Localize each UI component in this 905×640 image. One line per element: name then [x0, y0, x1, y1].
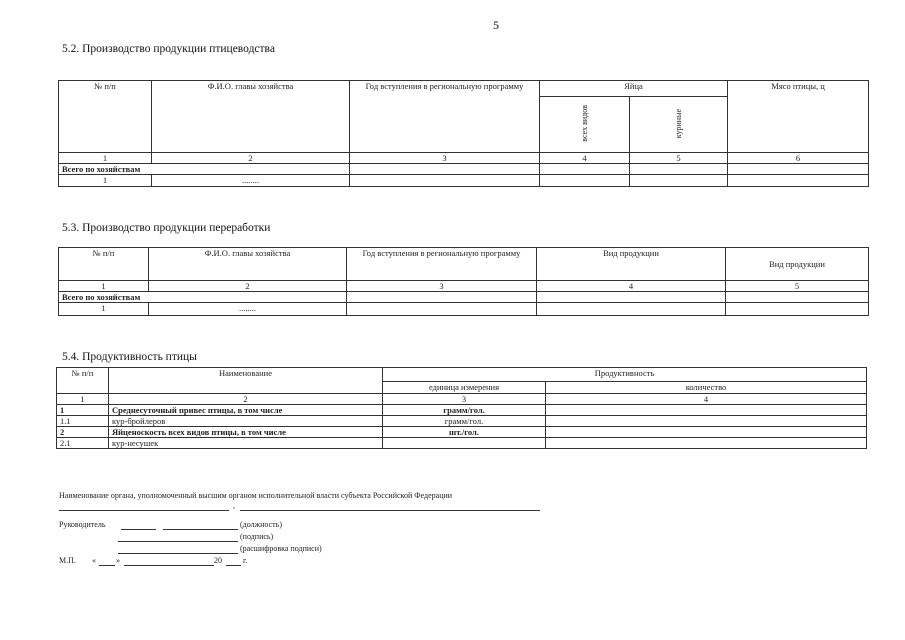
col-header-productivity: Продуктивность: [383, 368, 867, 382]
col-header-quantity: количество: [546, 382, 867, 394]
table-row: [57, 427, 867, 438]
row-name: Яйценоскость всех видов птицы, в том числе: [109, 427, 383, 438]
col-number-2: 2: [152, 153, 350, 164]
year-line: [226, 565, 241, 566]
signature-caption: (подпись): [240, 532, 274, 541]
decode-caption: (расшифровка подписи): [240, 544, 322, 553]
col-number-6: 6: [728, 153, 869, 164]
col-number-1: 1: [59, 153, 152, 164]
col-header-year: Год вступления в региональную программу: [347, 248, 537, 281]
col-number-5: 5: [630, 153, 728, 164]
quote-close: »: [116, 556, 120, 565]
row-unit: шт./гол.: [383, 427, 546, 438]
row-fio: ........: [152, 175, 350, 187]
table-row: [57, 405, 867, 416]
section-5-2-title: 5.2. Производство продукции птицеводства: [62, 43, 275, 55]
col-header-fio: Ф.И.О. главы хозяйства: [152, 81, 350, 153]
total-row-label: Всего по хозяйствам: [59, 164, 350, 175]
row-number: 1: [59, 303, 149, 316]
stamp-label: М.П.: [59, 556, 76, 565]
col-number-3: 3: [383, 394, 546, 405]
head-line: [121, 529, 156, 530]
row-name: кур-бройлеров: [109, 416, 383, 427]
col-number-1: 1: [59, 281, 149, 292]
col-header-product-1: Вид продукции: [537, 248, 726, 281]
col-header-number: № п/п: [59, 248, 149, 281]
col-number-3: 3: [350, 153, 540, 164]
signature-line: [118, 541, 238, 542]
col-header-eggs-all: всех видов: [580, 105, 589, 142]
position-caption: (должность): [240, 520, 282, 529]
org-label: Наименование органа, уполномоченный высшим органом исполнительной власти субъекта Российской Федерации: [59, 491, 453, 500]
col-number-4: 4: [540, 153, 630, 164]
head-label: Руководитель: [59, 520, 106, 529]
position-line: [163, 529, 238, 530]
row-unit: грамм/гол.: [383, 416, 546, 427]
processing-production-table: [58, 247, 869, 316]
org-comma: ,: [233, 501, 235, 510]
col-number-3: 3: [347, 281, 537, 292]
col-header-meat: Мясо птицы, ц: [728, 81, 869, 153]
col-header-eggs-chicken: куриные: [674, 108, 683, 139]
org-line-2: [240, 510, 540, 511]
decode-line: [118, 553, 238, 554]
col-header-fio: Ф.И.О. главы хозяйства: [149, 248, 347, 281]
day-line: [99, 565, 115, 566]
page-number: 5: [493, 18, 499, 32]
row-number: 2.1: [57, 438, 109, 449]
col-number-1: 1: [57, 394, 109, 405]
col-number-5: 5: [726, 281, 869, 292]
year-suffix: г.: [243, 556, 248, 565]
col-header-number: № п/п: [57, 368, 109, 394]
col-number-2: 2: [149, 281, 347, 292]
table-row: [57, 438, 867, 449]
section-5-3-title: 5.3. Производство продукции переработки: [62, 222, 271, 234]
col-number-2: 2: [109, 394, 383, 405]
row-unit: [383, 438, 546, 449]
row-fio: ........: [149, 303, 347, 316]
poultry-production-table: [58, 80, 869, 187]
month-line: [124, 565, 214, 566]
section-5-4-title: 5.4. Продуктивность птицы: [62, 351, 197, 363]
col-header-product-2: Вид продукции: [726, 248, 869, 281]
col-header-number: № п/п: [59, 81, 152, 153]
col-header-eggs: Яйца: [540, 81, 728, 97]
org-line-1: [59, 510, 229, 511]
table-row: [57, 416, 867, 427]
productivity-table: [56, 367, 867, 449]
row-name: Среднесуточный привес птицы, в том числе: [109, 405, 383, 416]
row-number: 2: [57, 427, 109, 438]
col-header-name: Наименование: [109, 368, 383, 394]
row-unit: грамм/гол.: [383, 405, 546, 416]
col-number-4: 4: [537, 281, 726, 292]
col-number-4: 4: [546, 394, 867, 405]
total-row-label: Всего по хозяйствам: [59, 292, 347, 303]
quote-open: «: [92, 556, 96, 565]
row-number: 1: [59, 175, 152, 187]
year-prefix: 20: [214, 556, 222, 565]
row-number: 1.1: [57, 416, 109, 427]
col-header-year: Год вступления в региональную программу: [350, 81, 540, 153]
row-name: кур-несушек: [109, 438, 383, 449]
row-number: 1: [57, 405, 109, 416]
col-header-unit: единица измерения: [383, 382, 546, 394]
